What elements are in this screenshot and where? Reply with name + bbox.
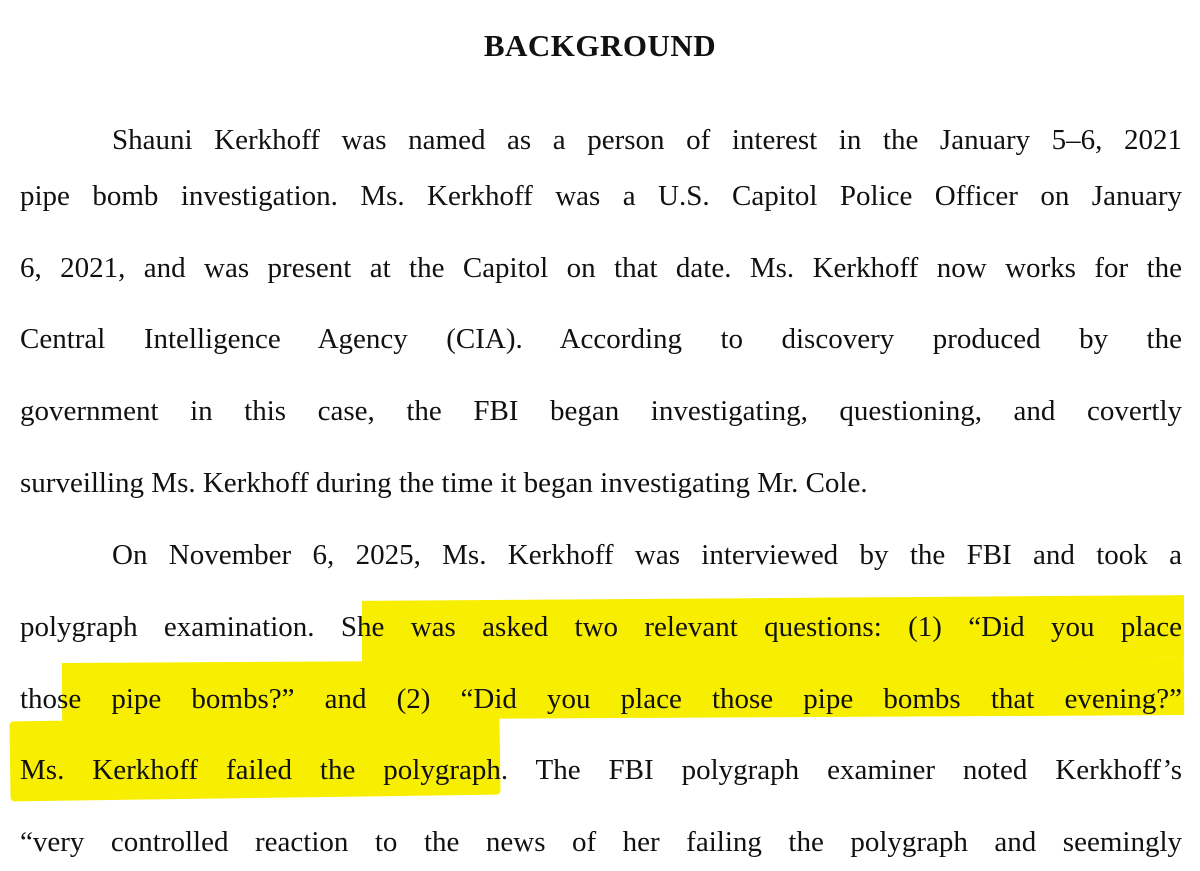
paragraph1-line: Central Intelligence Agency (CIA). According to discovery produced by the xyxy=(20,323,1182,355)
paragraph2-line: On November 6, 2025, Ms. Kerkhoff was interviewed by the FBI and took a xyxy=(112,539,1182,571)
paragraph1-line: Shauni Kerkhoff was named as a person of interest in the January 5–6, 2021 xyxy=(112,124,1182,156)
paragraph2-line: those pipe bombs?” and (2) “Did you place those pipe bombs that evening?” xyxy=(20,683,1182,715)
paragraph1-line: pipe bomb investigation. Ms. Kerkhoff was a U.S. Capitol Police Officer on January xyxy=(20,180,1182,212)
paragraph2-line: “very controlled reaction to the news of her failing the polygraph and seemingly xyxy=(20,826,1182,858)
paragraph2-line: Ms. Kerkhoff failed the polygraph. The FBI polygraph examiner noted Kerkhoff’s xyxy=(20,754,1182,786)
paragraph2-line: polygraph examination. She was asked two relevant questions: (1) “Did you place xyxy=(20,611,1182,643)
paragraph1-line: surveilling Ms. Kerkhoff during the time it began investigating Mr. Cole. xyxy=(20,467,868,499)
paragraph1-line: government in this case, the FBI began investigating, questioning, and covertly xyxy=(20,395,1182,427)
paragraph1-line: 6, 2021, and was present at the Capitol on that date. Ms. Kerkhoff now works for the xyxy=(20,252,1182,284)
section-heading: BACKGROUND xyxy=(483,28,717,63)
